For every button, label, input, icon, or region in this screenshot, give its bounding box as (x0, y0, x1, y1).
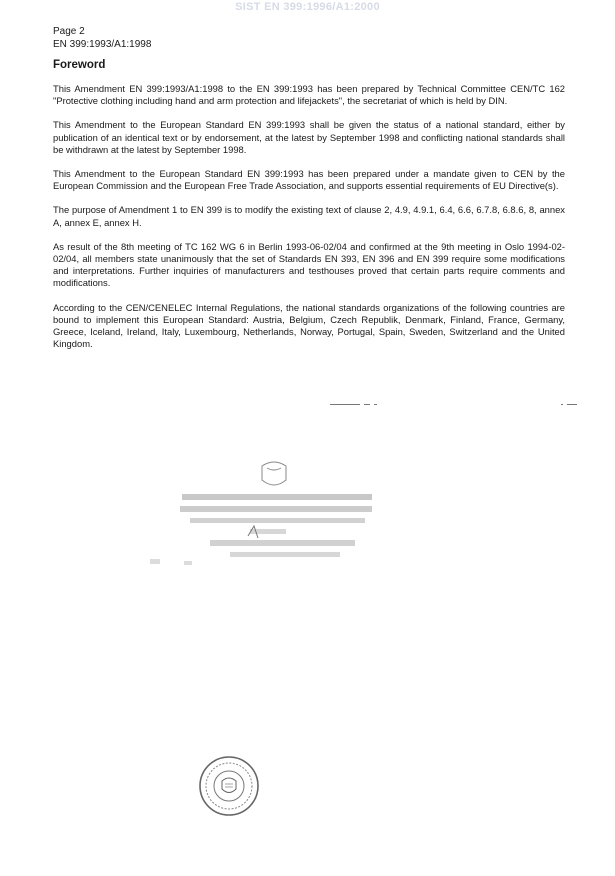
paragraph-3: This Amendment to the European Standard EN 399:1993 has been prepared under a mandate given to CEN by the European Commission and the European Free Trade Association, and supports essential requirements of EU Directive(s). (53, 168, 565, 192)
paragraph-2: This Amendment to the European Standard EN 399:1993 shall be given the status of a national standard, either by publication of an identical text or by endorsement, at the latest by September 1998 and conflicting national standards shall be withdrawn at the latest by September 1998. (53, 119, 565, 155)
paragraph-6: According to the CEN/CENELEC Internal Regulations, the national standards organizations of the following countries are bound to implement this European Standard: Austria, Belgium, Czech Republik, Denmark, Finland, France, Germany, Greece, Iceland, Ireland, Italy, Luxembourg, Netherlands, Norway, Portugal, Spain, Sweden, Switzerland and the United Kingdom. (53, 301, 565, 350)
foreword-heading: Foreword (53, 59, 106, 71)
paragraph-1: This Amendment EN 399:1993/A1:1998 to the EN 399:1993 has been prepared by Technical Committee CEN/TC 162 "Protective clothing including hand and arm protection and lifejackets", the secretariat of which is held by DIN. (53, 83, 565, 107)
page-number: Page 2 (53, 26, 85, 37)
watermark: SIST EN 399:1996/A1:2000 (235, 1, 380, 13)
document-reference: EN 399:1993/A1:1998 (53, 39, 152, 50)
scan-marks (330, 396, 581, 414)
round-seal-icon (198, 755, 260, 817)
official-stamp-icon (150, 458, 400, 588)
paragraph-5: As result of the 8th meeting of TC 162 WG 6 in Berlin 1993-06-02/04 and confirmed at the 9th meeting in Oslo 1994-02-02/04, all members state unanimously that the set of Standards EN 393, EN 396 and EN 399 require some modifications and interpretations. Further inquiries of manufacturers and testhouses proved that certain parts require comments and modifications. (53, 240, 565, 289)
page-header (53, 25, 151, 51)
paragraph-4: The purpose of Amendment 1 to EN 399 is to modify the existing text of clause 2, 4.9, 4.9.1, 6.4, 6.6, 6.7.8, 6.8.6, 8, annex A, annex E, annex H. (53, 204, 565, 228)
foreword-body (53, 83, 565, 362)
